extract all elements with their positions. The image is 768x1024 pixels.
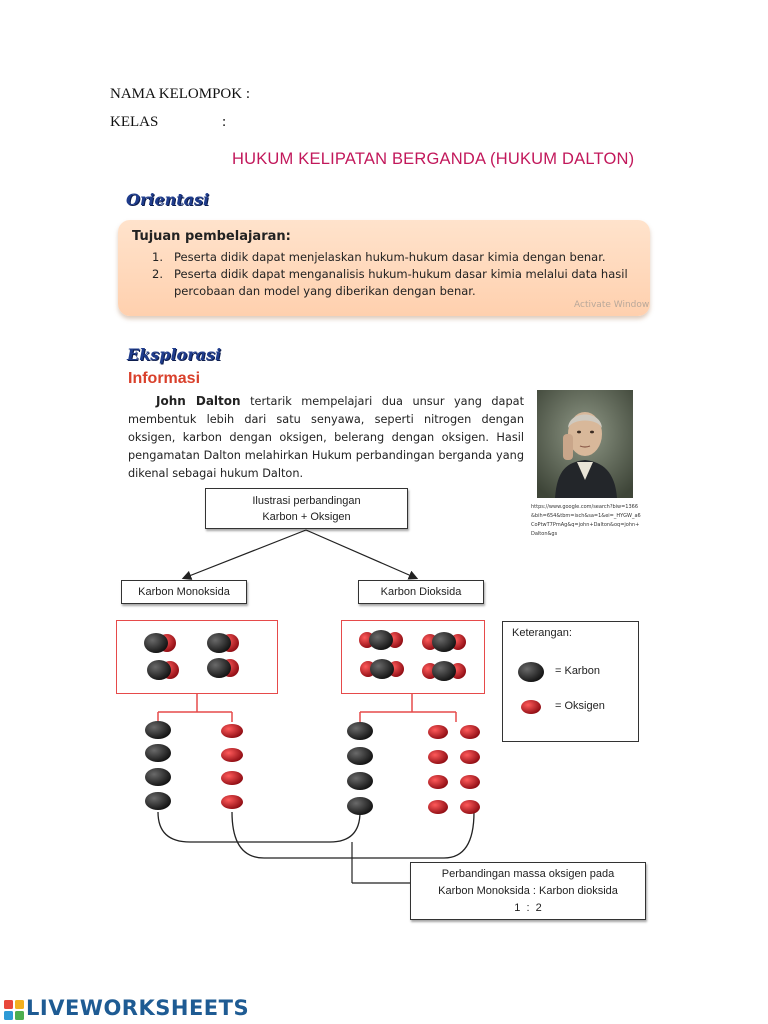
kelas-label: KELAS <box>110 114 159 130</box>
result-line-1: Perbandingan massa oksigen pada <box>441 868 615 880</box>
result-box <box>410 862 646 920</box>
co2-molecules-frame <box>341 620 485 694</box>
page-title: HUKUM KELIPATAN BERGANDA (HUKUM DALTON) <box>232 150 635 168</box>
john-dalton-name: John Dalton <box>156 394 241 408</box>
result-ratio: 1 : 2 <box>514 902 542 914</box>
liveworksheets-logo-text: LIVEWORKSHEETS <box>26 996 250 1020</box>
liveworksheets-logo-icon <box>4 999 26 1021</box>
tujuan-item-text: percobaan dan model yang diberikan dengan benar. <box>174 284 476 298</box>
orientasi-heading: Orientasi <box>126 190 210 209</box>
tujuan-item-number: 2. <box>152 267 163 281</box>
informasi-heading: Informasi <box>128 370 201 387</box>
illustration-line-2: Karbon + Oksigen <box>262 511 351 523</box>
legend-carbon-label: = Karbon <box>555 665 600 677</box>
result-line-2: Karbon Monoksida : Karbon dioksida <box>438 885 618 897</box>
carbon-atoms-column <box>347 722 373 815</box>
legend-swatches <box>516 660 548 730</box>
john-dalton-portrait <box>537 390 633 498</box>
legend-oxygen-label: = Oksigen <box>555 700 605 712</box>
carbon-swatch <box>518 662 544 682</box>
kelas-colon: : <box>222 114 227 130</box>
tujuan-item-number: 1. <box>152 250 163 264</box>
co-molecules-frame <box>116 620 278 694</box>
illustration-box <box>205 488 408 529</box>
tujuan-item-text: Peserta didik dapat menganalisis hukum-hukum dasar kimia melalui data hasil <box>174 267 628 281</box>
karbon-monoksida-box: Karbon Monoksida <box>121 580 247 604</box>
tujuan-item-text: Peserta didik dapat menjelaskan hukum-hukum dasar kimia dengan benar. <box>174 250 606 264</box>
oxygen-atoms-column <box>221 724 243 809</box>
dalton-paragraph <box>128 392 524 483</box>
activate-windows-watermark: Activate Window <box>574 300 650 310</box>
oxygen-atoms-grid <box>428 725 480 814</box>
carbon-atoms-column <box>145 721 171 810</box>
eksplorasi-heading: Eksplorasi <box>127 345 222 364</box>
legend-title: Keterangan: <box>512 627 572 639</box>
oxygen-swatch <box>521 700 541 714</box>
karbon-dioksida-box: Karbon Dioksida <box>358 580 484 604</box>
paragraph-text: tertarik mempelajari dua unsur yang dapat membentuk lebih dari satu senyawa, seperti nitrogen dengan oksigen, karbon dengan oksigen, belerang dengan oksigen. Hasil pengamatan Dalton melahirkan Hukum perbandingan berganda yang dikenal sebagai hukum Dalton. <box>128 395 525 480</box>
nama-kelompok-label: NAMA KELOMPOK : <box>110 86 251 102</box>
portrait-source-url: https://www.google.com/search?biw=1366&bih=654&tbm=isch&sa=1&ei=_HYGW_a6CoPtwT7PmAg&q=john+Dalton&oq=john+Dalton&gs <box>531 504 641 537</box>
tujuan-title: Tujuan pembelajaran: <box>132 229 291 244</box>
illustration-line-1: Ilustrasi perbandingan <box>252 495 361 507</box>
